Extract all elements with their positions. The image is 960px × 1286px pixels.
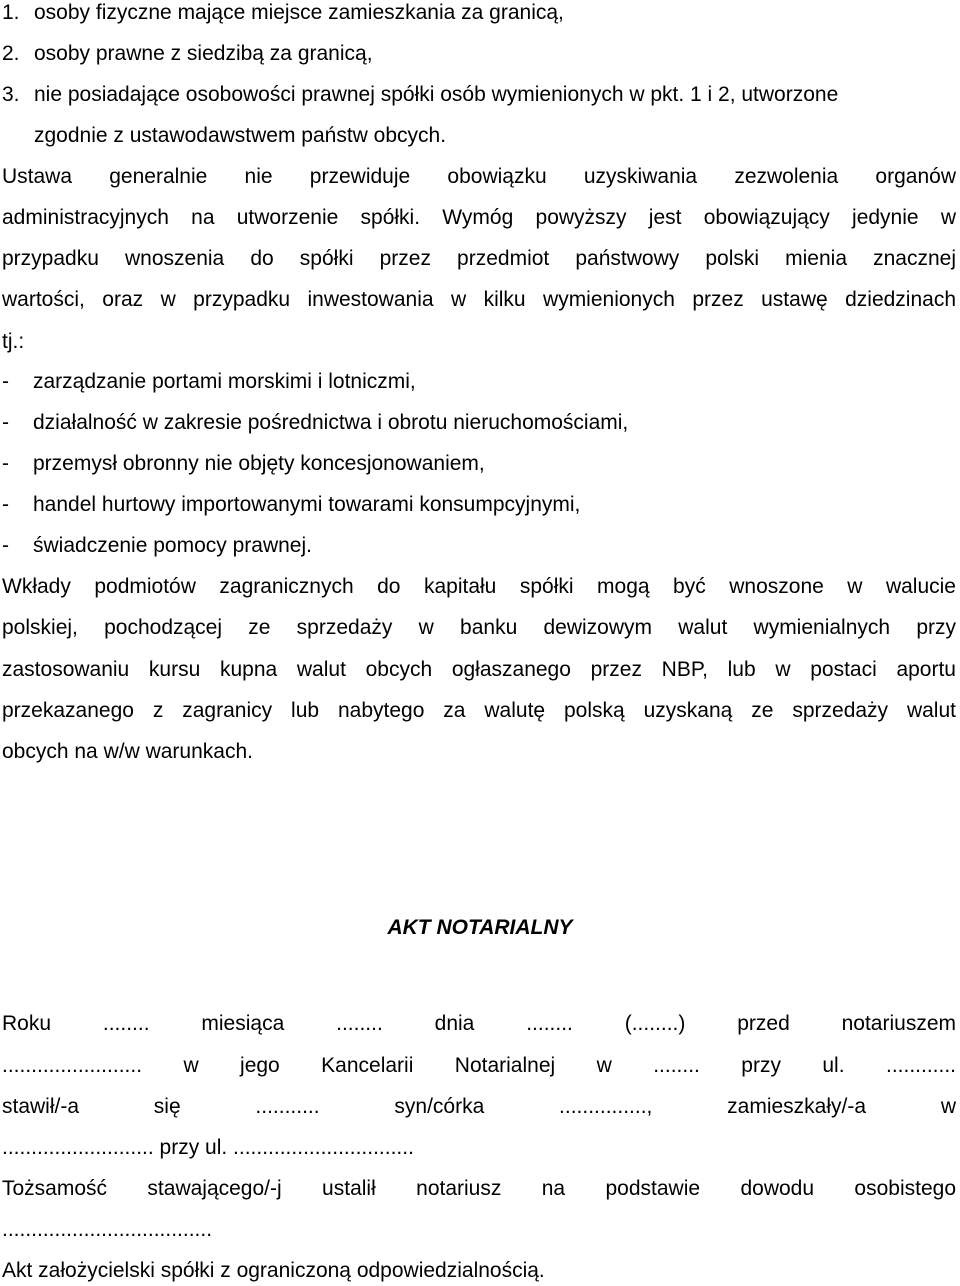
dash-list-item (2, 369, 956, 395)
notary-line: .................................... (2, 1218, 213, 1241)
list-item-text: osoby prawne z siedzibą za granicą, (34, 42, 373, 65)
list-number: 3. (2, 83, 20, 106)
dash-bullet: - (2, 411, 9, 434)
notary-line: Akt założycielski spółki z ograniczoną odpowiedzialnością. (2, 1259, 545, 1282)
notary-line: ........................ w jego Kancelarii Notarialnej w ........ przy ul. ............ (2, 1054, 956, 1077)
numbered-list-item (2, 123, 956, 149)
paragraph-line: obcych na w/w warunkach. (2, 740, 253, 763)
list-number: 1. (2, 1, 20, 24)
notary-line: Tożsamość stawającego/-j ustalił notariusz na podstawie dowodu osobistego (2, 1177, 956, 1200)
notary-line: Roku ........ miesiąca ........ dnia ........ (........) przed notariuszem (2, 1012, 956, 1035)
paragraph-line: Wkłady podmiotów zagranicznych do kapitału spółki mogą być wnoszone w walucie (2, 575, 956, 598)
dash-item-text: handel hurtowy importowanymi towarami konsumpcyjnymi, (33, 493, 581, 516)
document-heading: AKT NOTARIALNY (387, 916, 573, 939)
dash-list-item (2, 533, 956, 559)
paragraph-line: wartości, oraz w przypadku inwestowania w kilku wymienionych przez ustawę dziedzinach (2, 288, 956, 311)
paragraph-line: przekazanego z zagranicy lub nabytego za walutę polską uzyskaną ze sprzedaży walut (2, 699, 956, 722)
numbered-list-item (2, 41, 956, 67)
list-item-text: zgodnie z ustawodawstwem państw obcych. (34, 124, 447, 147)
dash-bullet: - (2, 370, 9, 393)
notary-line: stawił/-a się ........... syn/córka ..............., zamieszkały/-a w (2, 1095, 956, 1118)
notary-line: .......................... przy ul. ............................... (2, 1136, 414, 1159)
dash-bullet: - (2, 534, 9, 557)
paragraph-line: administracyjnych na utworzenie spółki. Wymóg powyższy jest obowiązujący jedynie w (2, 206, 956, 229)
dash-list-item (2, 410, 956, 436)
numbered-list-item (2, 0, 956, 26)
list-item-text: osoby fizyczne mające miejsce zamieszkania za granicą, (34, 1, 564, 24)
paragraph-line: Ustawa generalnie nie przewiduje obowiązku uzyskiwania zezwolenia organów (2, 165, 956, 188)
dash-list-item (2, 492, 956, 518)
dash-item-text: zarządzanie portami morskimi i lotniczmi, (33, 370, 416, 393)
dash-item-text: świadczenie pomocy prawnej. (33, 534, 312, 557)
list-item-text: nie posiadające osobowości prawnej spółki osób wymienionych w pkt. 1 i 2, utworzone (34, 83, 839, 106)
paragraph-line: zastosowaniu kursu kupna walut obcych ogłaszanego przez NBP, lub w postaci aportu (2, 658, 956, 681)
dash-bullet: - (2, 452, 9, 475)
paragraph-line: tj.: (2, 330, 25, 353)
dash-bullet: - (2, 493, 9, 516)
dash-item-text: działalność w zakresie pośrednictwa i obrotu nieruchomościami, (33, 411, 629, 434)
numbered-list-item (2, 82, 956, 108)
dash-item-text: przemysł obronny nie objęty koncesjonowaniem, (33, 452, 485, 475)
dash-list-item (2, 451, 956, 477)
list-number: 2. (2, 42, 20, 65)
paragraph-line: przypadku wnoszenia do spółki przez przedmiot państwowy polski mienia znacznej (2, 247, 956, 270)
paragraph-line: polskiej, pochodzącej ze sprzedaży w banku dewizowym walut wymienialnych przy (2, 616, 956, 639)
